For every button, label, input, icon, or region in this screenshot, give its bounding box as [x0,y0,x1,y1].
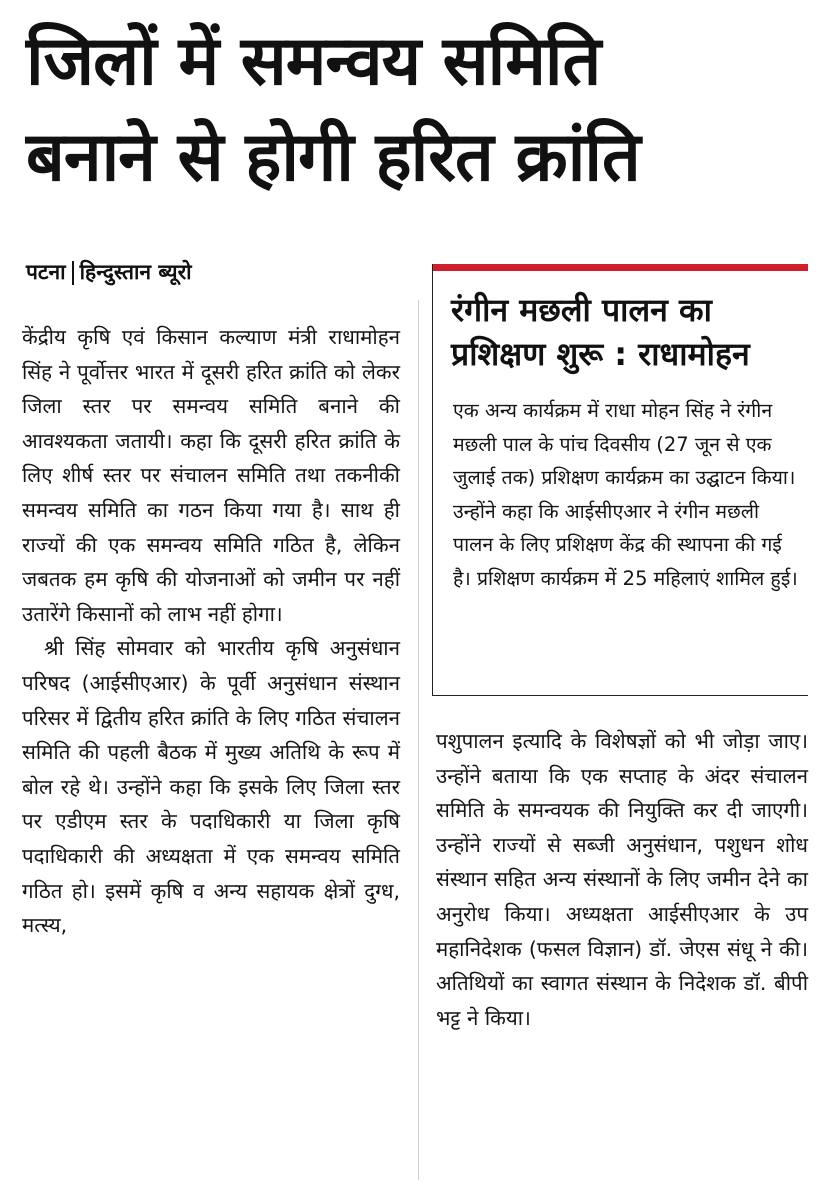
sidebar-box [432,264,808,696]
headline-line-2: बनाने से होगी हरित क्रांति [26,118,640,197]
column-divider [418,300,419,1180]
main-article-paragraph-2: श्री सिंह सोमवार को भारतीय कृषि अनुसंधान परिषद (आईसीएआर) के पूर्वी अनुसंधान संस्थान परिसर में द्वितीय हरित क्रांति के लिए गठित संचालन समिति की पहली बैठक में मुख्य अतिथि के रूप में बोल रहे थे। उन्होंने कहा कि इसके लिए जिला स्तर पर एडीएम स्तर के पदाधिकारी या जिला कृषि पदाधिकारी की अध्यक्षता में एक समन्वय समिति गठित हो। इसमें कृषि व अन्य सहायक क्षेत्रों दुग्ध, मत्स्य, [22,636,400,938]
sidebar-title [451,288,801,376]
main-article-paragraph-1: केंद्रीय कृषि एवं किसान कल्याण मंत्री राधामोहन सिंह ने पूर्वोत्तर भारत में दूसरी हरित क्रांति को लेकर जिला स्तर पर समन्वय समिति बनाने की आवश्यकता जतायी। कहा कि दूसरी हरित क्रांति के लिए शीर्ष स्तर पर संचालन समिति तथा तकनीकी समन्वय समिति का गठन किया गया है। साथ ही राज्यों की एक समन्वय समिति गठित है, लेकिन जबतक हम कृषि की योजनाओं को जमीन पर नहीं उतारेंगे किसानों को लाभ नहीं होगा। [22,325,400,626]
main-article-continuation: पशुपालन इत्यादि के विशेषज्ञों को भी जोड़ा जाए। उन्होंने बताया कि एक सप्ताह के अंदर संचालन समिति के समन्वयक की नियुक्ति कर दी जाएगी। उन्होंने राज्यों से सब्जी अनुसंधान, पशुधन शोध संस्थान सहित अन्य संस्थानों के लिए जमीन देने का अनुरोध किया। अध्यक्षता आईसीएआर के उप महानिदेशक (फसल विज्ञान) डॉ. जेएस संधू ने की। अतिथियों का स्वागत संस्थान के निदेशक डॉ. बीपी भट्ट ने किया। [436,729,808,1030]
dateline-bureau: हिन्दुस्तान ब्यूरो [79,260,192,284]
main-article-left-column [22,320,400,943]
sidebar-body [453,394,801,596]
headline-line-1: जिलों में समन्वय समिति [26,22,601,101]
dateline-city: पटना [26,260,66,284]
main-article-right-column [436,724,808,1035]
sidebar-body-text: एक अन्य कार्यक्रम में राधा मोहन सिंह ने रंगीन मछली पाल के पांच दिवसीय (27 जून से एक जुलाई तक) प्रशिक्षण कार्यक्रम का उद्घाटन किया। उन्होंने कहा कि आईसीएआर ने रंगीन मछली पालन के लिए प्रशिक्षण केंद्र की स्थापना की गई है। प्रशिक्षण कार्यक्रम में 25 महिलाएं शामिल हुई। [453,399,798,590]
dateline [26,258,192,286]
sidebar-title-line-2: प्रशिक्षण शुरू : राधामोहन [451,335,750,373]
sidebar-title-line-1: रंगीन मछली पालन का [451,291,712,329]
dateline-separator [72,261,74,285]
sidebar-accent-bar [433,264,808,271]
headline [26,14,806,206]
